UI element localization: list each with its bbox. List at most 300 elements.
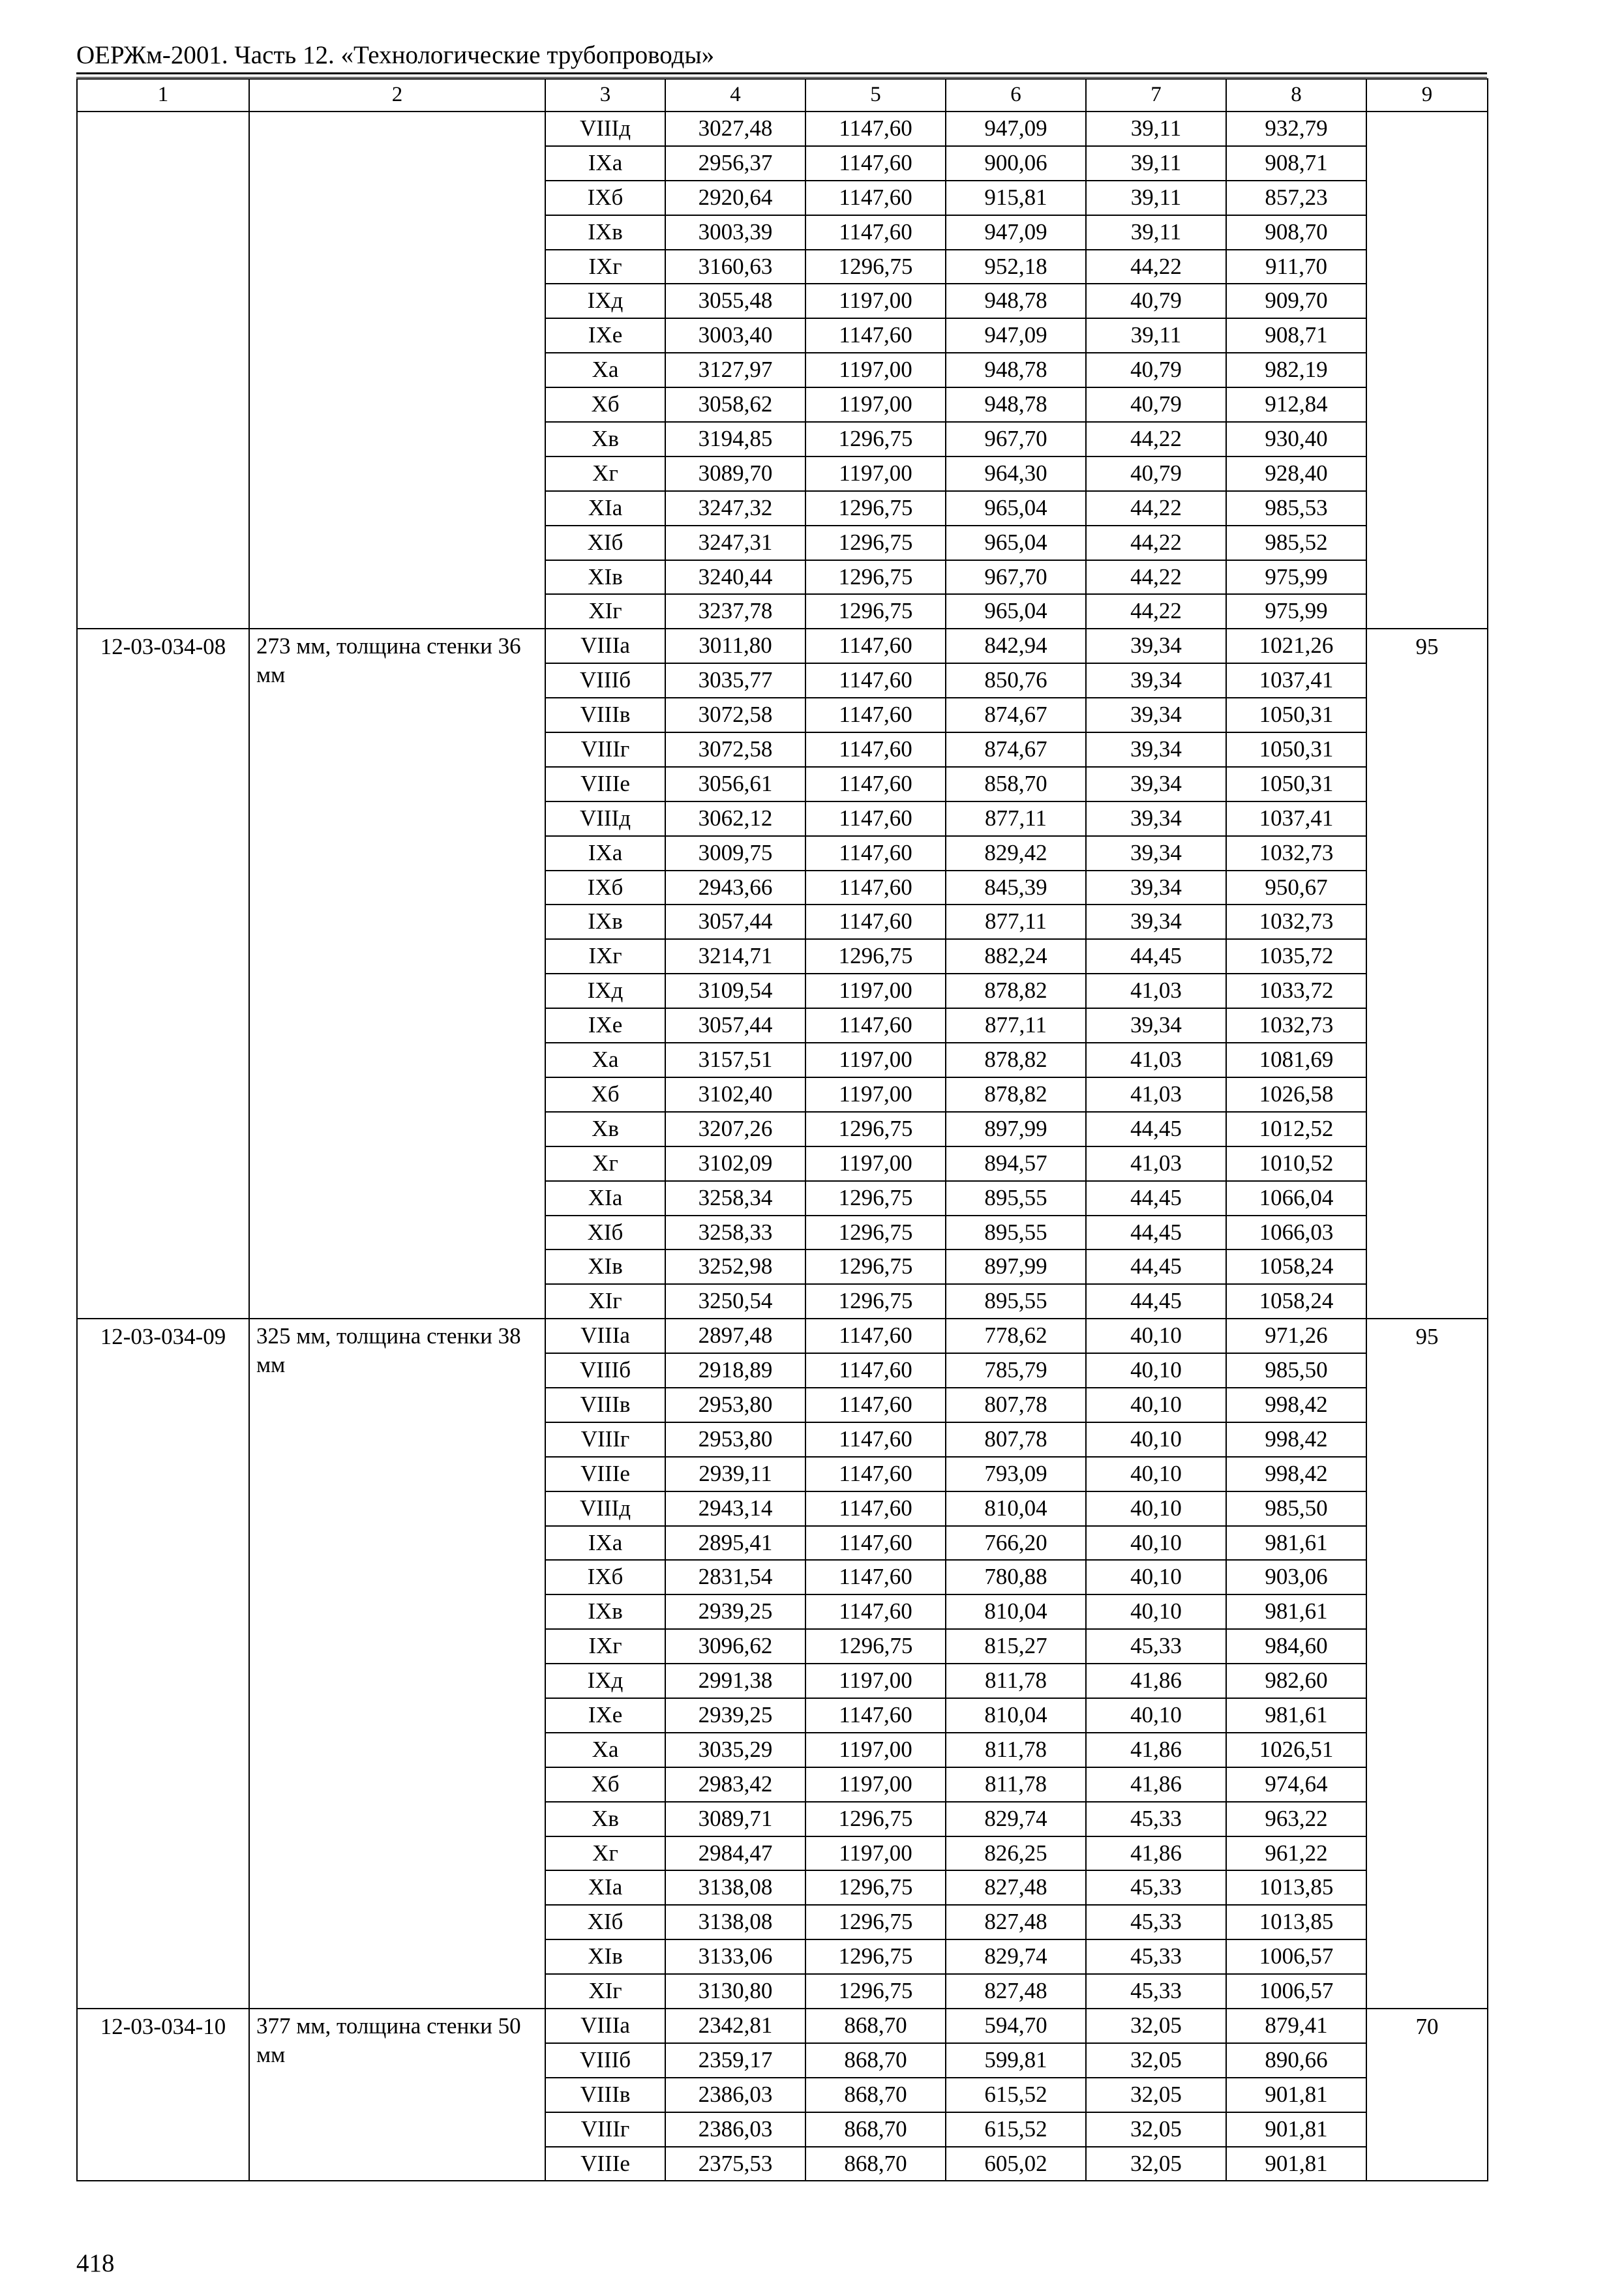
column-number: 7: [1086, 79, 1226, 112]
region-cell: Xа: [545, 1043, 665, 1077]
region-cell: Xг: [545, 1836, 665, 1871]
value-cell: 908,71: [1226, 318, 1366, 353]
value-cell: 1197,00: [805, 284, 946, 318]
value-cell: 826,25: [946, 1836, 1086, 1871]
value-cell: 1197,00: [805, 353, 946, 387]
value-cell: 40,10: [1086, 1526, 1226, 1561]
value-cell: 908,71: [1226, 146, 1366, 181]
value-cell: 827,48: [946, 1974, 1086, 2009]
value-cell: 807,78: [946, 1388, 1086, 1422]
value-cell: 39,11: [1086, 146, 1226, 181]
value-cell: 981,61: [1226, 1594, 1366, 1629]
value-cell: 965,04: [946, 594, 1086, 629]
region-cell: XIв: [545, 1939, 665, 1974]
region-cell: XIа: [545, 1870, 665, 1905]
value-cell: 1147,60: [805, 181, 946, 215]
value-cell: 3027,48: [665, 112, 805, 146]
value-cell: 2386,03: [665, 2112, 805, 2147]
value-cell: 45,33: [1086, 1939, 1226, 1974]
value-cell: 909,70: [1226, 284, 1366, 318]
value-cell: 40,10: [1086, 1457, 1226, 1491]
value-cell: 3247,31: [665, 526, 805, 560]
value-cell: 3089,71: [665, 1802, 805, 1836]
value-cell: 1035,72: [1226, 939, 1366, 974]
value-cell: 40,10: [1086, 1698, 1226, 1733]
value-cell: 985,50: [1226, 1353, 1366, 1388]
value-cell: 845,39: [946, 871, 1086, 905]
value-cell: 2984,47: [665, 1836, 805, 1871]
region-cell: XIг: [545, 1974, 665, 2009]
value-cell: 1197,00: [805, 1836, 946, 1871]
value-cell: 908,70: [1226, 215, 1366, 250]
value-cell: 930,40: [1226, 422, 1366, 456]
value-cell: 44,45: [1086, 939, 1226, 974]
table-row: [77, 112, 1488, 146]
value-cell: 1147,60: [805, 1526, 946, 1561]
column-number: 6: [946, 79, 1086, 112]
value-cell: 829,74: [946, 1939, 1086, 1974]
value-cell: 32,05: [1086, 2009, 1226, 2043]
region-cell: VIIIг: [545, 2112, 665, 2147]
value-cell: 44,45: [1086, 1181, 1226, 1216]
value-cell: 1296,75: [805, 1974, 946, 2009]
region-cell: VIIIе: [545, 767, 665, 801]
value-cell: 965,04: [946, 491, 1086, 526]
value-cell: 615,52: [946, 2112, 1086, 2147]
value-cell: 1147,60: [805, 663, 946, 698]
region-cell: IXв: [545, 905, 665, 939]
value-cell: 1147,60: [805, 1698, 946, 1733]
page-header: ОЕРЖм-2001. Часть 12. «Технологические трубопроводы»: [76, 41, 715, 69]
value-cell: 2359,17: [665, 2043, 805, 2078]
value-cell: 3096,62: [665, 1629, 805, 1664]
value-cell: 3035,77: [665, 663, 805, 698]
value-cell: 984,60: [1226, 1629, 1366, 1664]
value-cell: 1058,24: [1226, 1249, 1366, 1284]
region-cell: XIб: [545, 526, 665, 560]
value-cell: 895,55: [946, 1284, 1086, 1319]
value-cell: 1147,60: [805, 1008, 946, 1043]
region-cell: XIб: [545, 1216, 665, 1250]
region-cell: VIIIе: [545, 2147, 665, 2181]
region-cell: XIг: [545, 1284, 665, 1319]
value-cell: 594,70: [946, 2009, 1086, 2043]
value-cell: 44,45: [1086, 1216, 1226, 1250]
value-cell: 932,79: [1226, 112, 1366, 146]
value-cell: 1296,75: [805, 594, 946, 629]
value-cell: 947,09: [946, 215, 1086, 250]
rates-table: [76, 78, 1488, 2181]
region-cell: IXг: [545, 939, 665, 974]
value-cell: 44,22: [1086, 594, 1226, 629]
value-cell: 40,10: [1086, 1560, 1226, 1594]
value-cell: 3062,12: [665, 801, 805, 836]
value-cell: 985,50: [1226, 1491, 1366, 1526]
value-cell: 810,04: [946, 1594, 1086, 1629]
region-cell: Xб: [545, 1767, 665, 1802]
region-cell: VIIIд: [545, 1491, 665, 1526]
value-cell: 948,78: [946, 387, 1086, 422]
value-cell: 44,45: [1086, 1249, 1226, 1284]
value-cell: 41,03: [1086, 1043, 1226, 1077]
value-cell: 3130,80: [665, 1974, 805, 2009]
value-cell: 975,99: [1226, 560, 1366, 595]
region-cell: XIа: [545, 491, 665, 526]
value-cell: 948,78: [946, 353, 1086, 387]
value-cell: 3160,63: [665, 250, 805, 284]
value-cell: 41,03: [1086, 974, 1226, 1008]
region-cell: XIб: [545, 1905, 665, 1939]
value-cell: 975,99: [1226, 594, 1366, 629]
rate-code-cell: 12-03-034-08: [77, 629, 249, 1319]
value-cell: 982,60: [1226, 1664, 1366, 1698]
value-cell: 40,79: [1086, 353, 1226, 387]
value-cell: 947,09: [946, 318, 1086, 353]
value-cell: 45,33: [1086, 1974, 1226, 2009]
value-cell: 2953,80: [665, 1388, 805, 1422]
value-cell: 39,34: [1086, 871, 1226, 905]
value-cell: 2831,54: [665, 1560, 805, 1594]
value-cell: 974,64: [1226, 1767, 1366, 1802]
value-cell: 1006,57: [1226, 1939, 1366, 1974]
value-cell: 948,78: [946, 284, 1086, 318]
value-cell: 32,05: [1086, 2112, 1226, 2147]
value-cell: 1013,85: [1226, 1905, 1366, 1939]
value-cell: 1296,75: [805, 250, 946, 284]
value-cell: 1296,75: [805, 1939, 946, 1974]
value-cell: 901,81: [1226, 2078, 1366, 2112]
region-cell: Xв: [545, 1112, 665, 1146]
value-cell: 890,66: [1226, 2043, 1366, 2078]
column-number: 8: [1226, 79, 1366, 112]
value-cell: 3247,32: [665, 491, 805, 526]
region-cell: IXе: [545, 318, 665, 353]
value-cell: 3157,51: [665, 1043, 805, 1077]
region-cell: Xб: [545, 387, 665, 422]
value-cell: 1296,75: [805, 1870, 946, 1905]
value-cell: 950,67: [1226, 871, 1366, 905]
region-cell: VIIIа: [545, 1319, 665, 1353]
value-cell: 1026,58: [1226, 1077, 1366, 1112]
value-cell: 44,45: [1086, 1284, 1226, 1319]
value-cell: 40,10: [1086, 1319, 1226, 1353]
region-cell: VIIIе: [545, 1457, 665, 1491]
value-cell: 39,11: [1086, 181, 1226, 215]
value-cell: 2943,14: [665, 1491, 805, 1526]
value-cell: 1296,75: [805, 422, 946, 456]
region-cell: VIIIа: [545, 2009, 665, 2043]
value-cell: 3214,71: [665, 939, 805, 974]
value-cell: 868,70: [805, 2147, 946, 2181]
region-cell: Xб: [545, 1077, 665, 1112]
value-cell: 1006,57: [1226, 1974, 1366, 2009]
region-cell: VIIIб: [545, 1353, 665, 1388]
header-rule-thick: [76, 72, 1487, 74]
value-cell: 615,52: [946, 2078, 1086, 2112]
value-cell: 1197,00: [805, 1664, 946, 1698]
value-cell: 1147,60: [805, 698, 946, 732]
value-cell: 878,82: [946, 1077, 1086, 1112]
value-cell: 998,42: [1226, 1388, 1366, 1422]
value-cell: 1296,75: [805, 560, 946, 595]
region-cell: VIIIд: [545, 801, 665, 836]
value-cell: 1147,60: [805, 767, 946, 801]
column-number: 3: [545, 79, 665, 112]
value-cell: 39,34: [1086, 1008, 1226, 1043]
value-cell: 32,05: [1086, 2078, 1226, 2112]
value-cell: 40,10: [1086, 1491, 1226, 1526]
region-cell: IXа: [545, 1526, 665, 1561]
value-cell: 1296,75: [805, 1802, 946, 1836]
value-cell: 3003,40: [665, 318, 805, 353]
value-cell: 3133,06: [665, 1939, 805, 1974]
value-cell: 811,78: [946, 1664, 1086, 1698]
value-cell: 895,55: [946, 1181, 1086, 1216]
value-cell: 1050,31: [1226, 698, 1366, 732]
value-cell: 998,42: [1226, 1422, 1366, 1457]
value-cell: 1021,26: [1226, 629, 1366, 663]
value-cell: 952,18: [946, 250, 1086, 284]
region-cell: IXд: [545, 974, 665, 1008]
value-cell: 1147,60: [805, 732, 946, 767]
column9-cell: [1366, 112, 1488, 629]
value-cell: 1296,75: [805, 1181, 946, 1216]
value-cell: 39,34: [1086, 629, 1226, 663]
value-cell: 882,24: [946, 939, 1086, 974]
value-cell: 785,79: [946, 1353, 1086, 1388]
value-cell: 40,10: [1086, 1422, 1226, 1457]
value-cell: 39,11: [1086, 112, 1226, 146]
column-number: 2: [249, 79, 545, 112]
value-cell: 2939,25: [665, 1594, 805, 1629]
value-cell: 32,05: [1086, 2043, 1226, 2078]
value-cell: 857,23: [1226, 181, 1366, 215]
value-cell: 2939,11: [665, 1457, 805, 1491]
value-cell: 45,33: [1086, 1905, 1226, 1939]
region-cell: VIIIб: [545, 2043, 665, 2078]
region-cell: Xв: [545, 1802, 665, 1836]
value-cell: 41,86: [1086, 1733, 1226, 1767]
value-cell: 41,86: [1086, 1836, 1226, 1871]
region-cell: VIIIг: [545, 1422, 665, 1457]
value-cell: 878,82: [946, 974, 1086, 1008]
region-cell: IXг: [545, 250, 665, 284]
value-cell: 45,33: [1086, 1870, 1226, 1905]
value-cell: 967,70: [946, 422, 1086, 456]
value-cell: 40,10: [1086, 1388, 1226, 1422]
value-cell: 1147,60: [805, 318, 946, 353]
value-cell: 901,81: [1226, 2112, 1366, 2147]
value-cell: 3240,44: [665, 560, 805, 595]
value-cell: 41,86: [1086, 1664, 1226, 1698]
value-cell: 3011,80: [665, 629, 805, 663]
value-cell: 2953,80: [665, 1422, 805, 1457]
value-cell: 2342,81: [665, 2009, 805, 2043]
value-cell: 947,09: [946, 112, 1086, 146]
value-cell: 810,04: [946, 1491, 1086, 1526]
value-cell: 982,19: [1226, 353, 1366, 387]
value-cell: 44,22: [1086, 560, 1226, 595]
value-cell: 1147,60: [805, 801, 946, 836]
region-cell: XIа: [545, 1181, 665, 1216]
rate-code-cell: 12-03-034-10: [77, 2009, 249, 2181]
value-cell: 1032,73: [1226, 1008, 1366, 1043]
value-cell: 1296,75: [805, 1284, 946, 1319]
value-cell: 40,10: [1086, 1353, 1226, 1388]
value-cell: 1197,00: [805, 1767, 946, 1802]
table-row: [77, 629, 1488, 663]
value-cell: 850,76: [946, 663, 1086, 698]
region-cell: IXд: [545, 284, 665, 318]
value-cell: 780,88: [946, 1560, 1086, 1594]
value-cell: 911,70: [1226, 250, 1366, 284]
value-cell: 877,11: [946, 801, 1086, 836]
value-cell: 2983,42: [665, 1767, 805, 1802]
region-cell: IXа: [545, 146, 665, 181]
value-cell: 41,86: [1086, 1767, 1226, 1802]
value-cell: 2991,38: [665, 1664, 805, 1698]
region-cell: IXб: [545, 181, 665, 215]
value-cell: 45,33: [1086, 1802, 1226, 1836]
value-cell: 39,11: [1086, 215, 1226, 250]
region-cell: IXб: [545, 871, 665, 905]
description-cell: [249, 112, 545, 629]
value-cell: 3252,98: [665, 1249, 805, 1284]
value-cell: 3003,39: [665, 215, 805, 250]
value-cell: 1147,60: [805, 1594, 946, 1629]
value-cell: 40,10: [1086, 1594, 1226, 1629]
value-cell: 3109,54: [665, 974, 805, 1008]
value-cell: 3207,26: [665, 1112, 805, 1146]
value-cell: 3058,62: [665, 387, 805, 422]
table-row: [77, 2009, 1488, 2043]
region-cell: IXв: [545, 215, 665, 250]
region-cell: IXб: [545, 1560, 665, 1594]
value-cell: 1296,75: [805, 1216, 946, 1250]
value-cell: 605,02: [946, 2147, 1086, 2181]
value-cell: 44,45: [1086, 1112, 1226, 1146]
value-cell: 39,34: [1086, 698, 1226, 732]
value-cell: 868,70: [805, 2043, 946, 2078]
value-cell: 1296,75: [805, 1112, 946, 1146]
value-cell: 961,22: [1226, 1836, 1366, 1871]
value-cell: 815,27: [946, 1629, 1086, 1664]
value-cell: 3194,85: [665, 422, 805, 456]
value-cell: 1296,75: [805, 1905, 946, 1939]
value-cell: 868,70: [805, 2078, 946, 2112]
value-cell: 3102,09: [665, 1146, 805, 1181]
column-number: 5: [805, 79, 946, 112]
value-cell: 1037,41: [1226, 663, 1366, 698]
region-cell: XIг: [545, 594, 665, 629]
value-cell: 40,79: [1086, 387, 1226, 422]
value-cell: 40,79: [1086, 284, 1226, 318]
column-number: 4: [665, 79, 805, 112]
value-cell: 897,99: [946, 1249, 1086, 1284]
value-cell: 45,33: [1086, 1629, 1226, 1664]
value-cell: 2375,53: [665, 2147, 805, 2181]
value-cell: 912,84: [1226, 387, 1366, 422]
value-cell: 1147,60: [805, 1457, 946, 1491]
value-cell: 928,40: [1226, 456, 1366, 491]
value-cell: 1197,00: [805, 974, 946, 1008]
value-cell: 1010,52: [1226, 1146, 1366, 1181]
value-cell: 3237,78: [665, 594, 805, 629]
value-cell: 1033,72: [1226, 974, 1366, 1008]
value-cell: 599,81: [946, 2043, 1086, 2078]
description-cell: 377 мм, толщина стенки 50 мм: [249, 2009, 545, 2181]
value-cell: 829,74: [946, 1802, 1086, 1836]
value-cell: 1296,75: [805, 526, 946, 560]
value-cell: 1147,60: [805, 836, 946, 871]
region-cell: IXг: [545, 1629, 665, 1664]
value-cell: 827,48: [946, 1870, 1086, 1905]
value-cell: 44,22: [1086, 250, 1226, 284]
value-cell: 1296,75: [805, 1629, 946, 1664]
value-cell: 878,82: [946, 1043, 1086, 1077]
value-cell: 2943,66: [665, 871, 805, 905]
value-cell: 44,22: [1086, 422, 1226, 456]
value-cell: 39,11: [1086, 318, 1226, 353]
value-cell: 2918,89: [665, 1353, 805, 1388]
region-cell: VIIIд: [545, 112, 665, 146]
region-cell: IXа: [545, 836, 665, 871]
value-cell: 3089,70: [665, 456, 805, 491]
value-cell: 2897,48: [665, 1319, 805, 1353]
value-cell: 32,05: [1086, 2147, 1226, 2181]
column9-cell: 95: [1366, 629, 1488, 1319]
value-cell: 44,22: [1086, 491, 1226, 526]
value-cell: 971,26: [1226, 1319, 1366, 1353]
value-cell: 811,78: [946, 1767, 1086, 1802]
value-cell: 3250,54: [665, 1284, 805, 1319]
value-cell: 1147,60: [805, 905, 946, 939]
value-cell: 41,03: [1086, 1077, 1226, 1112]
value-cell: 2939,25: [665, 1698, 805, 1733]
description-cell: 325 мм, толщина стенки 38 мм: [249, 1319, 545, 2009]
value-cell: 964,30: [946, 456, 1086, 491]
value-cell: 868,70: [805, 2009, 946, 2043]
region-cell: IXе: [545, 1698, 665, 1733]
value-cell: 39,34: [1086, 732, 1226, 767]
region-cell: XIв: [545, 1249, 665, 1284]
value-cell: 900,06: [946, 146, 1086, 181]
value-cell: 1147,60: [805, 112, 946, 146]
value-cell: 915,81: [946, 181, 1086, 215]
value-cell: 874,67: [946, 732, 1086, 767]
value-cell: 1066,03: [1226, 1216, 1366, 1250]
value-cell: 998,42: [1226, 1457, 1366, 1491]
value-cell: 39,34: [1086, 663, 1226, 698]
value-cell: 1296,75: [805, 1249, 946, 1284]
value-cell: 842,94: [946, 629, 1086, 663]
region-cell: Xа: [545, 353, 665, 387]
region-cell: VIIIв: [545, 1388, 665, 1422]
value-cell: 3258,34: [665, 1181, 805, 1216]
value-cell: 1013,85: [1226, 1870, 1366, 1905]
value-cell: 1147,60: [805, 1422, 946, 1457]
value-cell: 3138,08: [665, 1905, 805, 1939]
value-cell: 1026,51: [1226, 1733, 1366, 1767]
value-cell: 3057,44: [665, 905, 805, 939]
region-cell: VIIIв: [545, 2078, 665, 2112]
value-cell: 829,42: [946, 836, 1086, 871]
page-number: 418: [76, 2249, 115, 2277]
table-row: [77, 1319, 1488, 1353]
value-cell: 1147,60: [805, 629, 946, 663]
region-cell: IXв: [545, 1594, 665, 1629]
value-cell: 2920,64: [665, 181, 805, 215]
